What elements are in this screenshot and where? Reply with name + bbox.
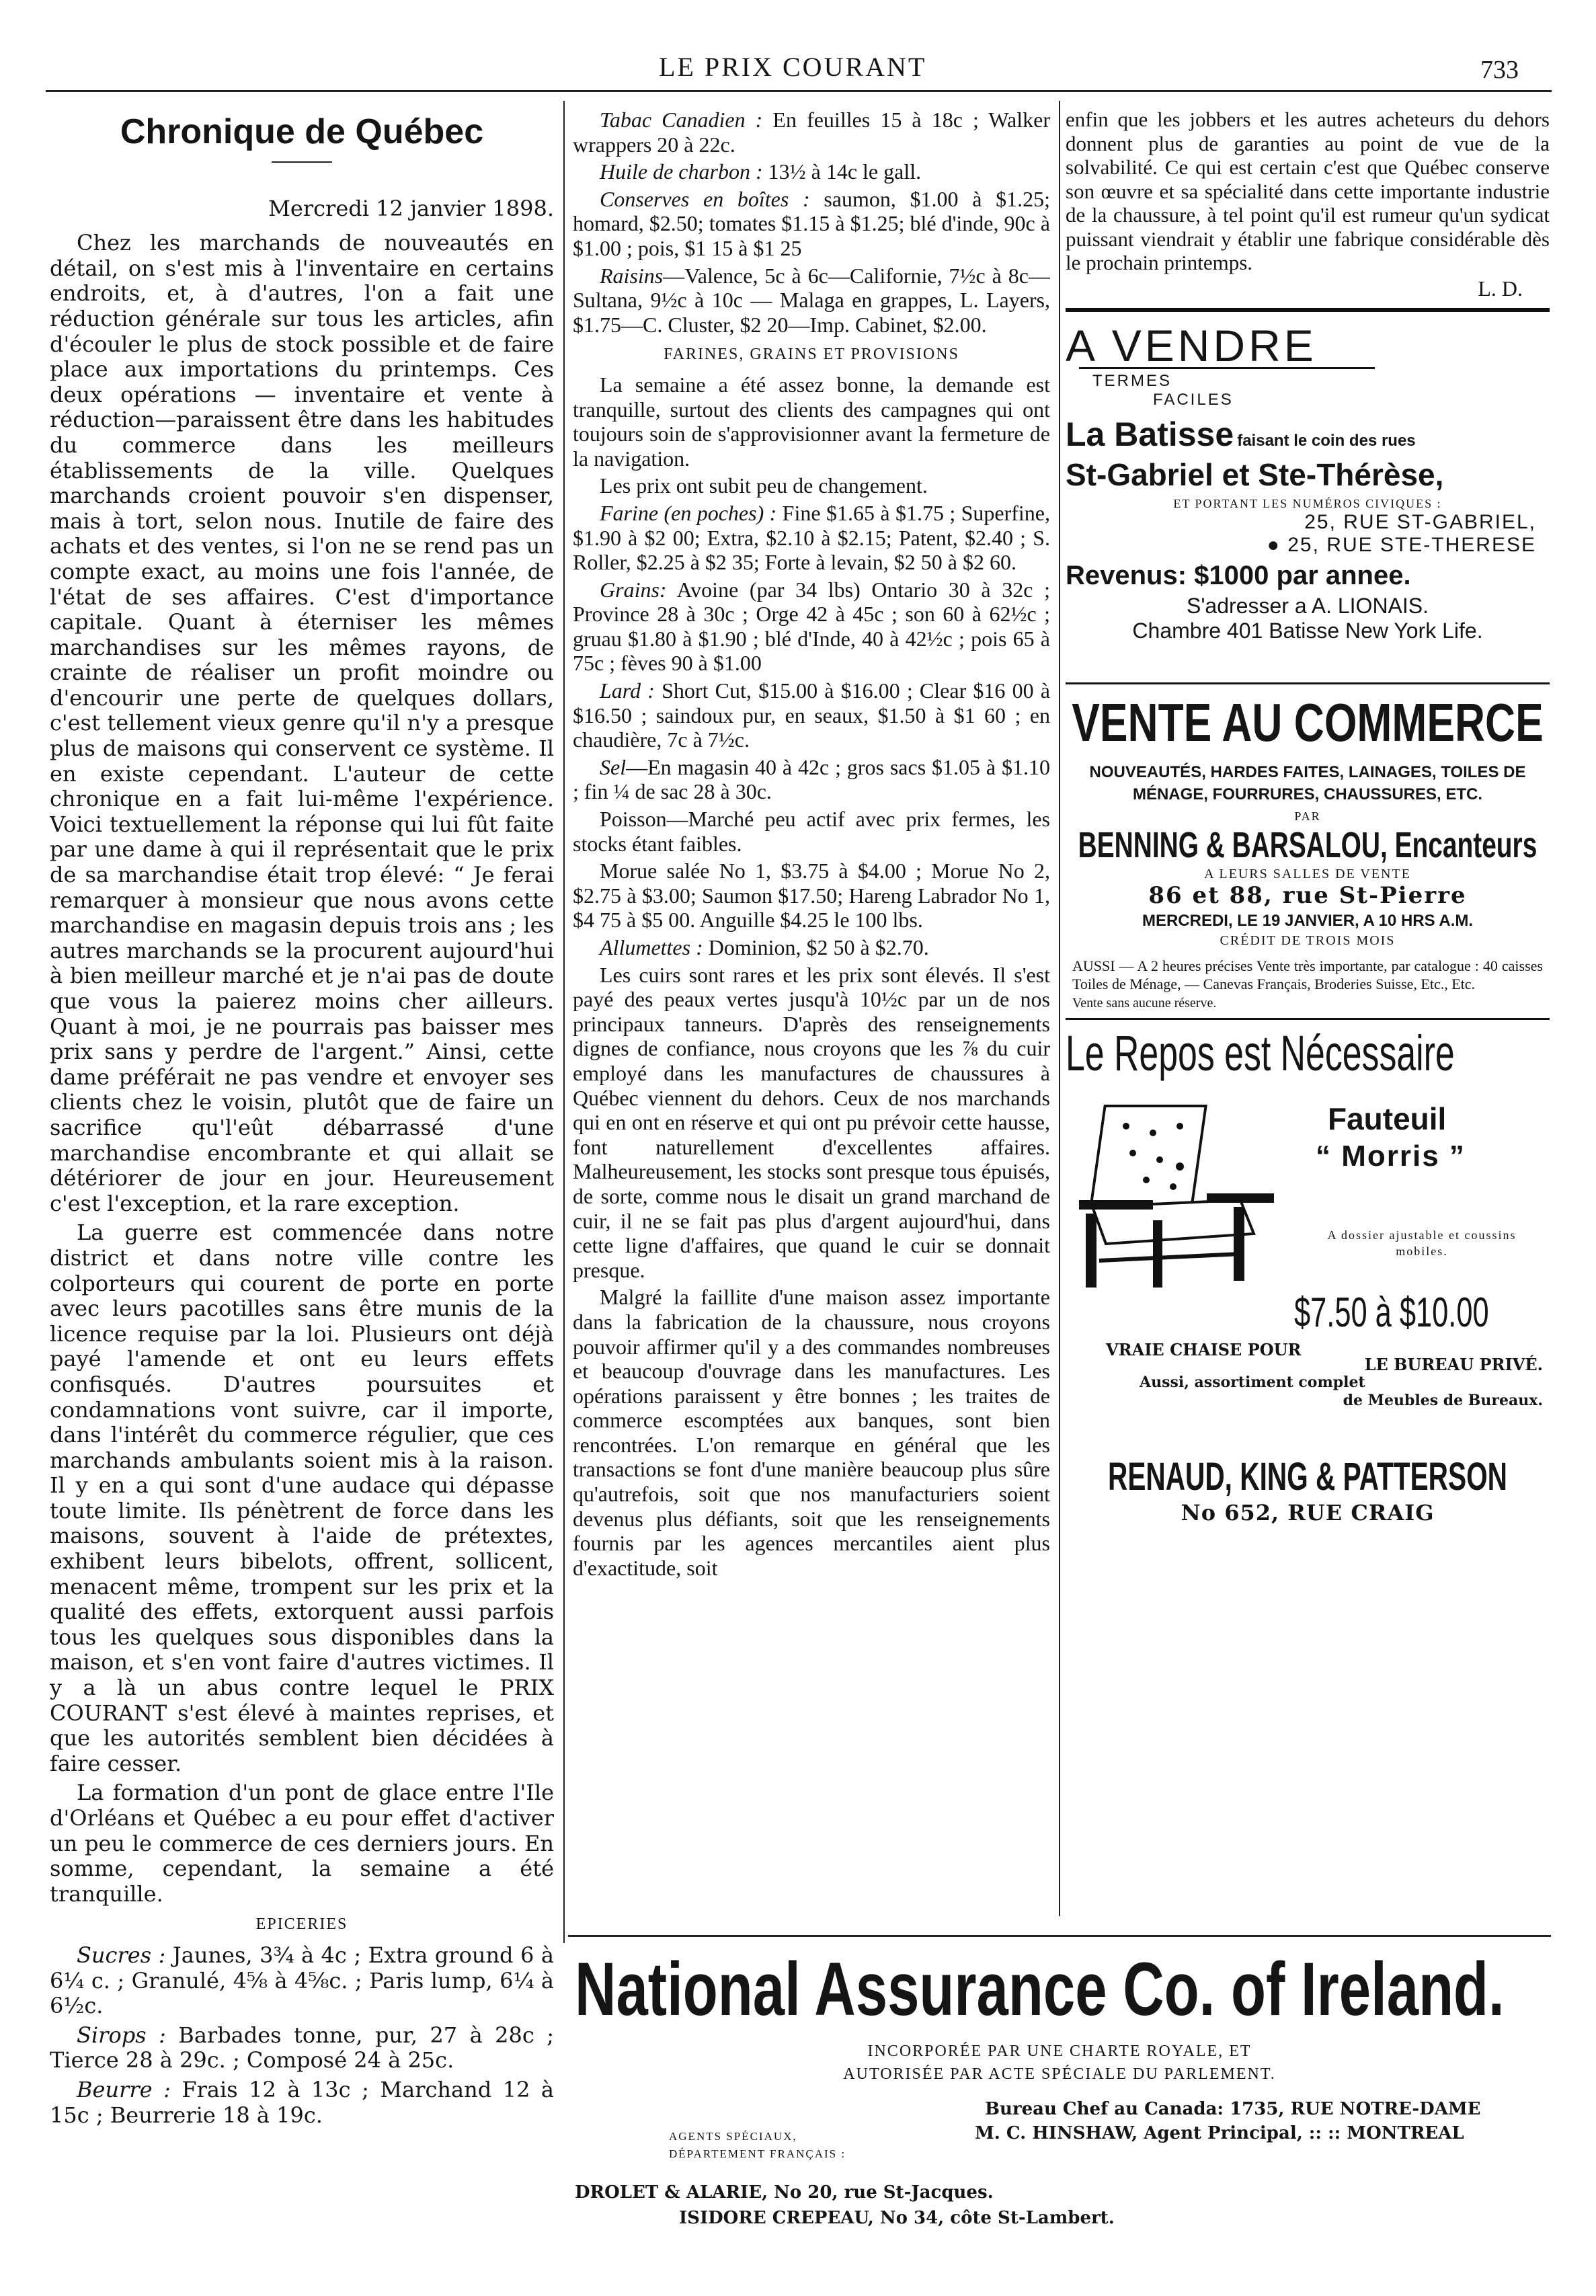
grains-line <box>573 578 1050 676</box>
ad-rule-1 <box>1066 682 1550 684</box>
repos-price: $7.50 à $10.00 <box>1294 1289 1489 1336</box>
column-2 <box>573 108 1050 1923</box>
auctioneer-name: BENNING & BARSALOU, Encanteurs <box>1078 824 1538 865</box>
farine-text: Fine $1.65 à $1.75 ; Superfine, $1.90 à $2 00; Extra, $2.10 à $2.15; Patent, $2.40 ; S. Roller, $2.25 à $2 35; Forte à levain, $2 50 à $2 60. <box>573 500 1050 575</box>
allumettes-label: Allumettes : <box>600 935 703 959</box>
vente-par: PAR <box>1294 809 1321 823</box>
isidore-line: ISIDORE CREPEAU, No 34, côte St-Lambert. <box>679 2208 1115 2228</box>
section-epiceries: EPICERIES <box>255 1915 348 1934</box>
column-divider-1 <box>563 101 565 1943</box>
continuation-text <box>1066 108 1550 275</box>
chaise-line-1: VRAIE CHAISE POUR <box>1106 1339 1302 1359</box>
allumettes-text: Dominion, $2 50 à $2.70. <box>703 935 929 959</box>
ad-rule-2 <box>1066 1018 1550 1020</box>
vente-aussi: AUSSI — A 2 heures précises Vente très importante, par catalogue : 40 caisses Toiles de Ménage, — Canevas Français, Broderies Suisse, Etc., Etc. <box>1072 957 1543 992</box>
lard-label: Lard : <box>600 678 655 703</box>
drolet-line: DROLET & ALARIE, No 20, rue St-Jacques. <box>575 2182 994 2203</box>
dossier-text: A dossier ajustable et coussins mobiles. <box>1327 1228 1517 1258</box>
morris-chair-illustration <box>1079 1099 1281 1294</box>
contact-line: S'adresser a A. LIONAIS. <box>1186 593 1429 618</box>
raisins-line <box>573 264 1050 338</box>
tabac-line <box>573 108 1050 157</box>
ad-national-assurance <box>568 1936 1551 2252</box>
assurance-line-2: AUTORISÉE PAR ACTE SPÉCIALE DU PARLEMENT. <box>843 2065 1276 2083</box>
beurre-text: Frais 12 à 13c ; Marchand 12 à 15c ; Beurrerie 18 à 19c. <box>50 2076 554 2128</box>
ad-vente-commerce <box>1066 691 1550 1011</box>
portant-line: ET PORTANT LES NUMÉROS CIVIQUES : <box>1173 496 1442 510</box>
address-2 <box>1066 534 1550 557</box>
column-divider-2 <box>1059 101 1060 1916</box>
agents-label-1: AGENTS SPÉCIAUX, <box>669 2130 797 2143</box>
streets-line: St-Gabriel et Ste-Thérèse, <box>1066 457 1444 492</box>
batisse-big: La Batisse <box>1066 415 1234 453</box>
tabac-text: En feuilles 15 à 18c ; Walker wrappers 20 à 22c. <box>573 108 1050 157</box>
vente-address: 86 et 88, rue St-Pierre <box>1148 881 1467 909</box>
faillite-para: Malgré la faillite d'une maison assez importante dans la fabrication de la chaussure, nous croyons pouvoir affirmer qu'il y a des commandes nombreuses et beaucoup d'ouvrage dans les manufactures. Les opérations paraissent y être bonnes ; les traites de commerce escomptées aux banques, sont bien rencontrées. L'on remarque en général que les transactions se font d'une manière beaucoup plus sûre qu'autrefois, soit que nos manufacturiers soient devenus plus défiants, soit que les renseignements fournis par les agences mercantiles aient plus d'exactitude, soit <box>573 1285 1050 1580</box>
sel-label: Sel <box>600 754 627 779</box>
ad-le-repos <box>1066 1025 1550 1456</box>
batisse-small: faisant le coin des rues <box>1237 431 1416 450</box>
poisson-para-1: Poisson—Marché peu actif avec prix fermes, les stocks étant faibles. <box>573 807 1050 856</box>
chronique-date: Mercredi 12 janvier 1898. <box>268 195 554 221</box>
farines-para-1: La semaine a été assez bonne, la demande est tranquille, surtout des clients des campagnes qui ont toujours soin de s'approvisionner avant la fermeture de la navigation. <box>573 372 1050 471</box>
allumettes-line <box>573 935 1050 960</box>
lard-text: Short Cut, $15.00 à $16.00 ; Clear $16 00 à $16.50 ; saindoux pur, en seaux, $1.50 à $1 60 ; en chaudière, 7c à 7½c. <box>573 678 1050 752</box>
office-line: Chambre 401 Batisse New York Life. <box>1132 618 1483 643</box>
sucres-label: Sucres : <box>77 1942 166 1968</box>
huile-line <box>573 159 1050 184</box>
epiceries-sucres <box>50 1943 554 2019</box>
sucres-text: Jaunes, 3¾ à 4c ; Extra ground 6 à 6¼ c. ; Granulé, 4⅝ à 4⅝c. ; Paris lump, 6¼ à 6½c. <box>50 1942 554 2019</box>
header-rule <box>46 90 1552 92</box>
fauteuil-label: Fauteuil <box>1328 1101 1447 1136</box>
epiceries-sirops <box>50 2023 554 2073</box>
paragraph-2: La guerre est commencée dans notre district et dans notre ville contre les colporteurs qui courent de porte en porte avec leurs pacotilles sans être munis de la licence requise par la loi. Plusieurs ont déjà payé l'amende et ont eu leurs effets confisqués. D'autres poursuites et condamnations vont suivre, car il importe, dans l'intérêt du commerce régulier, que ces marchands ambulants soient mis à la raison. Il y en a qui sont d'une audace qui dépasse toute limite. Ils pénètrent de force dans les maisons, souvent à l'aide de prétextes, exhibent leurs bibelots, offrent, sollicent, menacent même, trompent sur les prix et la qualité des effets, extorquent aussi parfois tous les quelques sous disponibles dans la maison, et s'en vont faire d'autres victimes. Il y a là un abus contre lequel le PRIX COURANT s'est élevé à maintes reprises, et que les autorités semblent bien décidées à faire cesser. <box>50 1220 554 1776</box>
termes-label: TERMES <box>1092 371 1172 390</box>
grains-text: Avoine (par 34 lbs) Ontario 30 à 32c ; Province 28 à 30c ; Orge 42 à 45c ; son 60 à 62½c ; gruau $1.80 à $1.90 ; blé d'Inde, 40 à 42½c ; pois 65 à 75c ; fèves 90 à $1.00 <box>573 577 1050 676</box>
hinshaw-line: M. C. HINSHAW, Agent Principal, :: :: MONTREAL <box>975 2123 1464 2143</box>
paragraph-3: La formation d'un pont de glace entre l'Ile d'Orléans et Québec a eu pour effet d'activer un peu le commerce de ces derniers jours. En somme, cependant, la semaine a été tranquille. <box>50 1780 554 1907</box>
company-address: No 652, RUE CRAIG <box>1181 1499 1435 1526</box>
raisins-text: —Valence, 5c à 6c—Californie, 7½c à 8c—Sultana, 9½c à 10c — Malaga en grappes, L. Layers, $1.75—C. Cluster, $2 20—Imp. Cabinet, $2.00. <box>573 263 1050 337</box>
a-vendre-title: A VENDRE <box>1066 320 1317 370</box>
aussi-line-1: Aussi, assortiment complet <box>1140 1373 1365 1391</box>
cuirs-para: Les cuirs sont rares et les prix sont élevés. Il s'est payé des peaux vertes jusqu'à 10½c par un de nos principaux tanneurs. D'après des renseignements dignes de confiance, nous croyons que les ⅞ du cuir employé dans les manufactures de chaussures à Québec viennent du dehors. Ceux de nos marchands qui en ont en réserve et qui ont pu prévoir cette hausse, font naturellement d'excellentes affaires. Malheureusement, les stocks sont presque tous épuisés, de sorte, comme nous le disait un grand marchand de cuir, il ne se fait pas plus d'argent aujourd'hui, dans cette ligne d'affaires, que quand le cuir se donnait presque. <box>573 962 1050 1282</box>
aussi-line-2: de Meubles de Bureaux. <box>1343 1391 1543 1409</box>
paragraph-1: Chez les marchands de nouveautés en détail, on s'est mis à l'inventaire en certains endroits, et, à d'autres, l'on a fait une réduction générale sur tous les articles, afin d'écouler le plus de stock possible et de faire place aux importations du printemps. Ces deux opérations — inventaire et vente à réduction—paraissent être dans les habitudes du commerce dans les meilleurs établissements de la ville. Quelques marchands croient pouvoir s'en dispenser, mais à tort, selon nous. Inutile de faire des achats et des ventes, si l'on ne se rend pas un compte exact, au moins une fois l'année, de l'état de ses affaires. C'est d'importance capitale. Quant à éterniser les mêmes marchandises sur les mêmes rayons, de crainte de réaliser un profit moindre ou d'encourir une perte de quelques dollars, c'est tellement vieux genre qu'il n'y a presque plus de maisons qui conservent ce système. Il en existe cependant. L'auteur de cette chronique en a fait lui-même l'expérience. Voici textuellement la réponse qui lui fût faite par une dame à qui il représentait que le prix de sa marchandise était trop élevé: “ Je ferai remarquer à monsieur que nous avons cette marchandise en magasin depuis trois ans ; les autres marchands se la procurent aujourd'hui à bien meilleur marché et je n'ai pas de doute que vous la paierez moins cher ailleurs. Quant à moi, je ne pourrais pas baisser mes prix sans y perdre de l'argent.” Ainsi, cette dame préférait ne pas vendre et envoyer ses clients chez le voisin, plutôt que de faire un sacrifice qu'l'eût débarrassé d'une marchandise encombrante et qui allait se détériorer de jour en jour. Heureusement c'est l'exception, et la rare exception. <box>50 230 554 1216</box>
ad-a-vendre <box>1066 321 1550 681</box>
bullet-icon: ● <box>1267 533 1288 556</box>
farine-label: Farine (en poches) : <box>600 500 777 525</box>
agents-label-2: DÉPARTEMENT FRANÇAIS : <box>669 2147 846 2160</box>
signature: L. D. <box>1478 276 1523 301</box>
column-3 <box>1066 108 1550 1923</box>
grains-label: Grains: <box>600 577 667 602</box>
page-number: 733 <box>1480 56 1519 84</box>
continuation-para: enfin que les jobbers et les autres acheteurs du dehors donnent plus de garanties au point de vue de la solvabilité. Ce qui est certain c'est que Québec conserve son œuvre et sa spécialité dans cette importante industrie de la chaussure, à tel point qu'il est rumeur qu'un sydicat puissant viendrait y établir une fabrique considérable dès le prochain printemps. <box>1066 108 1550 274</box>
title-rule <box>272 161 332 163</box>
sel-line <box>573 755 1050 804</box>
faciles-label: FACILES <box>1153 390 1234 409</box>
assurance-line-1: INCORPORÉE PAR UNE CHARTE ROYALE, ET <box>867 2043 1252 2060</box>
vente-desc: NOUVEAUTÉS, HARDES FAITES, LAINAGES, TOILES DE MÉNAGE, FOURRURES, CHAUSSURES, ETC. <box>1089 762 1526 803</box>
signature-rule <box>1066 308 1550 312</box>
raisins-label: Raisins <box>600 263 664 288</box>
running-title: LE PRIX COURANT <box>659 52 927 82</box>
huile-label: Huile de charbon : <box>600 159 763 184</box>
huile-text: 13½ à 14c le gall. <box>762 159 922 184</box>
farine-line <box>573 501 1050 575</box>
company-name: RENAUD, KING & PATTERSON <box>1108 1454 1507 1499</box>
epiceries-beurre <box>50 2077 554 2128</box>
address-1: 25, RUE ST-GABRIEL, <box>1304 510 1536 533</box>
conserves-label: Conserves en boîtes : <box>600 186 810 211</box>
revenus-line: Revenus: $1000 par annee. <box>1066 560 1411 590</box>
lard-line <box>573 678 1050 752</box>
running-header <box>0 0 1596 94</box>
sirops-label: Sirops : <box>77 2022 166 2048</box>
farines-para-2: Les prix ont subit peu de changement. <box>600 473 928 498</box>
section-farines: FARINES, GRAINS ET PROVISIONS <box>664 346 959 364</box>
vente-title: VENTE AU COMMERCE <box>1072 692 1544 752</box>
vente-credit: CRÉDIT DE TROIS MOIS <box>1220 933 1396 948</box>
conserves-line <box>573 187 1050 261</box>
poisson-para-2: Morue salée No 1, $3.75 à $4.00 ; Morue No 2, $2.75 à $3.00; Saumon $17.50; Hareng Labrador No 1, $4 75 à $5 00. Anguille $4.25 le 100 lbs. <box>573 859 1050 933</box>
sel-text: —En magasin 40 à 42c ; gros sacs $1.05 à $1.10 ; fin ¼ de sac 28 à 30c. <box>573 754 1050 804</box>
conserves-text: saumon, $1.00 à $1.25; homard, $2.50; tomates $1.15 à $1.25; blé d'inde, 90c à $1.00 ; pois, $1 15 à $1 25 <box>573 186 1050 260</box>
address-2-text: 25, RUE STE-THERESE <box>1287 533 1536 556</box>
column-1 <box>50 108 554 2252</box>
assurance-title: National Assurance Co. of Ireland. <box>575 1947 1505 2031</box>
beurre-label: Beurre : <box>77 2076 171 2102</box>
morris-label: “ Morris ” <box>1316 1139 1466 1173</box>
repos-title: Le Repos est Nécessaire <box>1066 1025 1455 1081</box>
batisse-line <box>1066 415 1550 454</box>
vente-date: MERCREDI, LE 19 JANVIER, A 10 HRS A.M. <box>1142 911 1474 930</box>
chronique-title: Chronique de Québec <box>120 112 484 151</box>
tabac-label: Tabac Canadien : <box>600 108 763 132</box>
bureau-line: Bureau Chef au Canada: 1735, RUE NOTRE-DAME <box>985 2099 1481 2119</box>
sirops-text: Barbades tonne, pur, 27 à 28c ; Tierce 28 à 29c. ; Composé 24 à 25c. <box>50 2022 554 2073</box>
chaise-line-2: LE BUREAU PRIVÉ. <box>1364 1354 1543 1374</box>
vente-sans: Vente sans aucune réserve. <box>1072 995 1217 1011</box>
vente-salles: A LEURS SALLES DE VENTE <box>1204 866 1411 881</box>
